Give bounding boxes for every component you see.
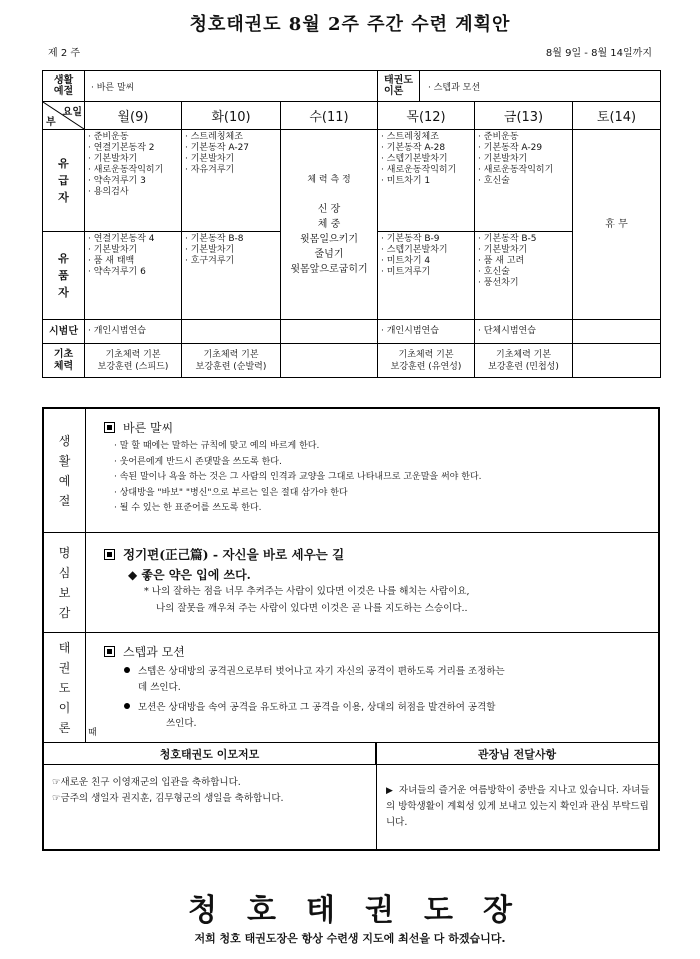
day-header-tue: 화(10) xyxy=(182,102,281,130)
etiquette-item: · 말 할 때에는 말하는 규칙에 맞고 예의 바르게 한다. xyxy=(114,439,658,455)
schedule-item: · 품 새 고려 xyxy=(478,256,569,267)
schedule-item: · 기본발차기 xyxy=(185,154,277,165)
day-header-mon: 월(9) xyxy=(85,102,182,130)
yupum-fri xyxy=(475,232,573,320)
page-title: 청호태권도 8월 2주 주간 수련 계획안 xyxy=(189,14,511,35)
fitness-test-item: 체 중 xyxy=(317,218,341,230)
etiquette-item: · 웃어른에게 반드시 존댓말을 쓰도록 한다. xyxy=(114,455,658,471)
schedule-item: · 풍선차기 xyxy=(478,278,569,289)
wed-title: 체 력 측 정 xyxy=(307,174,351,185)
group-gicho-label: 기초 체력 xyxy=(43,344,85,378)
sibeom-mon: · 개인시범연습 xyxy=(85,320,182,344)
schedule-item: · 품 새 태백 xyxy=(88,256,178,267)
yupum-mon xyxy=(85,232,182,320)
gicho-thu: 기초체력 기본 보강훈련 (유연성) xyxy=(378,344,475,378)
theory-label: 태권도 이론 xyxy=(378,71,420,101)
notice-left-body xyxy=(52,775,372,807)
info-box xyxy=(42,407,660,851)
schedule-item: · 기본동작 A-27 xyxy=(185,143,277,154)
schedule-item: · 연결기본동작 4 xyxy=(88,234,178,245)
schedule-item: · 기본동작 B-8 xyxy=(185,234,277,245)
schedule-item: · 준비운동 xyxy=(88,132,178,143)
mind-label: 명 심 보 감 xyxy=(44,533,86,632)
etiquette-label: 생 활 예 절 xyxy=(44,409,86,532)
etiquette-section xyxy=(44,409,658,533)
schedule-item: · 기본발차기 xyxy=(478,154,569,165)
schedule-item: · 기본발차기 xyxy=(88,245,178,256)
yugeup-thu xyxy=(378,130,475,232)
etiquette-title: 바른 말씨 xyxy=(104,419,658,436)
schedule-item: · 새로운동작익히기 xyxy=(88,165,178,176)
sibeom-thu: · 개인시범연습 xyxy=(378,320,475,344)
arrow-right-icon: ▶ xyxy=(386,786,393,796)
schedule-item: · 약속겨루기 3 xyxy=(88,176,178,187)
day-header-sat: 토(14) xyxy=(573,102,661,130)
fitness-test-item: 신 장 xyxy=(317,203,341,215)
schedule-item: · 새로운동작익히기 xyxy=(478,165,569,176)
schedule-item: · 호신술 xyxy=(478,267,569,278)
date-range: 8월 9일 - 8월 14일까지 xyxy=(545,48,652,59)
schedule-item: · 기본발차기 xyxy=(185,245,277,256)
schedule-item: · 자유겨루기 xyxy=(185,165,277,176)
sat-closed: 휴 무 xyxy=(573,130,661,320)
etiquette-item: · 될 수 있는 한 표준어를 쓰도록 한다. xyxy=(114,501,658,517)
corner-day-label: 요일 xyxy=(62,107,82,118)
notice-right-body: ▶ 자녀들의 즐거운 여름방학이 중반을 지나고 있습니다. 자녀들의 방학생활이 계획성 있게 보내고 있는지 확인과 관심 부탁드립니다. xyxy=(386,785,650,828)
schedule-item: · 스텝기본발차기 xyxy=(381,245,471,256)
schedule-item: · 기본발차기 xyxy=(478,245,569,256)
notice-left-line: ☞새로운 친구 이영재군의 입관을 축하합니다. xyxy=(52,777,241,788)
schedule-item: · 용의검사 xyxy=(88,187,178,198)
day-corner xyxy=(43,102,85,130)
yugeup-tue xyxy=(182,130,281,232)
notice-left-title: 청호태권도 이모저모 xyxy=(44,743,376,765)
etiquette-item: · 상대방을 "바보" "병신"으로 부르는 일은 절대 삼가야 한다 xyxy=(114,486,658,502)
schedule-item: · 기본발차기 xyxy=(88,154,178,165)
notice-left-line: ☞금주의 생일자 권지훈, 김무형군의 생일을 축하합니다. xyxy=(52,793,284,804)
checkbox-square-icon xyxy=(104,422,115,433)
schedule-item: · 기본동작 B-5 xyxy=(478,234,569,245)
fitness-test-item: 줄넘기 xyxy=(314,248,344,260)
schedule-item: · 연결기본동작 2 xyxy=(88,143,178,154)
notice-right-title: 관장님 전달사항 xyxy=(376,743,658,765)
group-sibeom-label: 시범단 xyxy=(43,320,85,344)
group-yupum-label: 유 품 자 xyxy=(43,232,85,320)
week-number: 제 2 주 xyxy=(48,48,81,59)
schedule-item: · 준비운동 xyxy=(478,132,569,143)
sibeom-wed xyxy=(281,320,378,344)
theory-motion: 모션은 상대방을 속여 공격을 유도하고 그 공격을 이용, 상대의 허점을 발견하여 공격할 쓰인다. xyxy=(124,700,658,732)
schedule-item: · 스트레칭체조 xyxy=(185,132,277,143)
etiquette-list xyxy=(104,439,658,517)
gicho-fri: 기초체력 기본 보강훈련 (민첩성) xyxy=(475,344,573,378)
sibeom-fri: · 단체시범연습 xyxy=(475,320,573,344)
gicho-tue: 기초체력 기본 보강훈련 (순발력) xyxy=(182,344,281,378)
etiquette-item: · 속된 말이나 욕을 하는 것은 그 사람의 인격과 교양을 그대로 나타내므로 고운말을 써야 한다. xyxy=(114,470,658,486)
mind-section xyxy=(44,533,658,633)
life-value: · 바른 말씨 xyxy=(85,71,378,102)
schedule-item: · 기본동작 A-29 xyxy=(478,143,569,154)
theory-value: · 스텝과 모션 xyxy=(428,82,481,93)
mind-quote-1: * 나의 잘하는 점을 너무 추켜주는 사람이 있다면 이것은 나를 해치는 사람이요, xyxy=(144,586,470,597)
sibeom-tue xyxy=(182,320,281,344)
schedule-item: · 호신술 xyxy=(478,176,569,187)
schedule-item: · 스트레칭체조 xyxy=(381,132,471,143)
yupum-thu xyxy=(378,232,475,320)
group-yugeup-label: 유 급 자 xyxy=(43,130,85,232)
weekly-schedule-table xyxy=(42,70,661,378)
schedule-item: · 스텝기본발차기 xyxy=(381,154,471,165)
theory-section-label: 태 권 도 이 론 xyxy=(44,633,86,742)
fitness-test-item: 윗몸일으키기 xyxy=(300,233,358,245)
day-header-fri: 금(13) xyxy=(475,102,573,130)
mind-title: 정기편(正己篇) - 자신을 바로 세우는 길 xyxy=(104,545,658,563)
checkbox-square-icon xyxy=(104,549,115,560)
schedule-item: · 기본동작 A-28 xyxy=(381,143,471,154)
theory-title: 스텝과 모션 xyxy=(104,643,658,660)
theory-tail: 때 xyxy=(88,728,97,738)
yupum-tue xyxy=(182,232,281,320)
schedule-item: · 기본동작 B-9 xyxy=(381,234,471,245)
wed-fitness-test xyxy=(281,130,378,320)
dojang-slogan: 저희 청호 태권도장은 항상 수련생 지도에 최선을 다 하겠습니다. xyxy=(194,932,506,945)
schedule-item: · 호구겨루기 xyxy=(185,256,277,267)
schedule-item: · 미트차기 4 xyxy=(381,256,471,267)
theory-section xyxy=(44,633,658,743)
bullet-dot-icon xyxy=(124,703,130,709)
schedule-item: · 약속겨루기 6 xyxy=(88,267,178,278)
corner-group-label: 부 xyxy=(46,117,56,128)
mind-quote-2: 나의 잘못을 깨우쳐 주는 사람이 있다면 이것은 곧 나를 지도하는 스승이다.. xyxy=(156,603,468,614)
day-header-wed: 수(11) xyxy=(281,102,378,130)
day-header-thu: 목(12) xyxy=(378,102,475,130)
bullet-dot-icon xyxy=(124,667,130,673)
fitness-test-item: 윗몸앞으로굽히기 xyxy=(290,263,368,275)
notice-section xyxy=(44,743,658,851)
gicho-wed xyxy=(281,344,378,378)
yugeup-mon xyxy=(85,130,182,232)
mind-maxim: ◆ 좋은 약은 입에 쓰다. xyxy=(128,568,251,582)
life-label: 생활 예절 xyxy=(43,71,85,102)
schedule-item: · 미트차기 1 xyxy=(381,176,471,187)
gicho-mon: 기초체력 기본 보강훈련 (스피드) xyxy=(85,344,182,378)
schedule-item: · 미트겨루기 xyxy=(381,267,471,278)
schedule-item: · 새로운동작익히기 xyxy=(381,165,471,176)
dojang-name: 청호태권도장 xyxy=(188,893,542,928)
theory-step: 스텝은 상대방의 공격권으로부터 벗어나고 자기 자신의 공격이 편하도록 거리를 조정하는 데 쓰인다. xyxy=(124,664,658,696)
checkbox-square-icon xyxy=(104,646,115,657)
yugeup-fri xyxy=(475,130,573,232)
